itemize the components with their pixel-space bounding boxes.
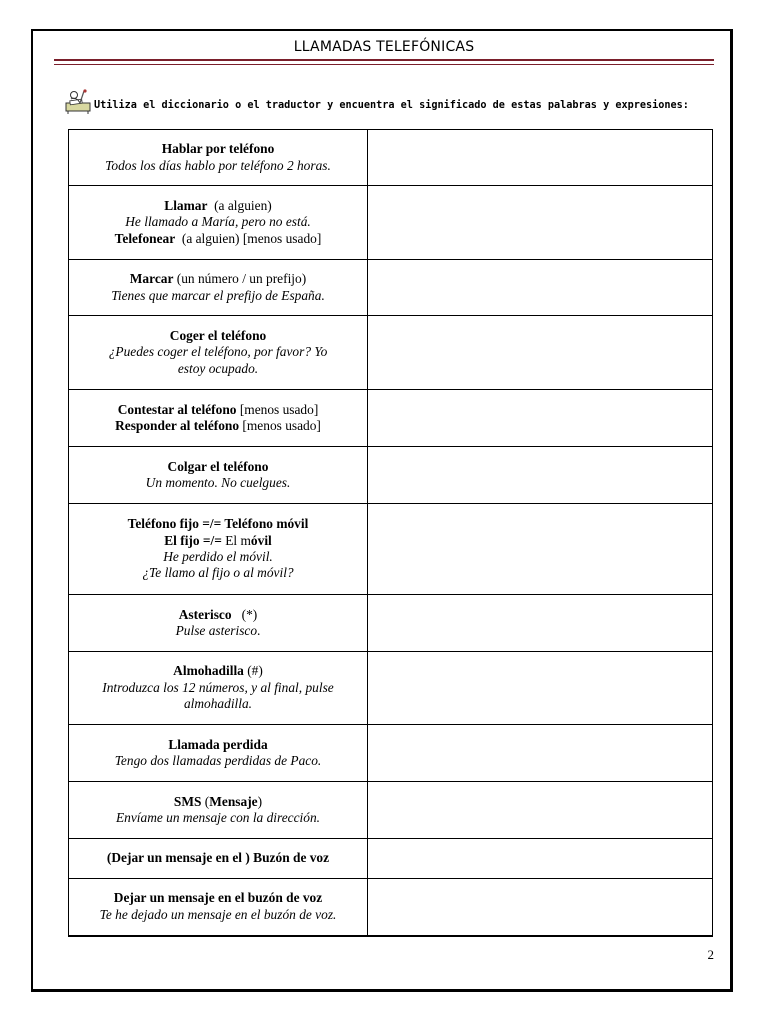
table-row <box>69 130 713 186</box>
term-cell <box>69 186 368 260</box>
table-row <box>69 839 713 879</box>
term-line <box>77 288 359 304</box>
answer-cell[interactable] <box>368 447 713 504</box>
term-text: Marcar <box>129 271 174 287</box>
instruction-text: Utiliza el diccionario o el traductor y encuentra el significado de estas palabras y expresiones: <box>94 100 689 111</box>
term-text: Coger el teléfono <box>169 327 267 343</box>
answer-cell[interactable] <box>368 879 713 936</box>
term-text: (#) <box>243 663 263 679</box>
term-line <box>77 328 359 344</box>
term-text: almohadilla. <box>183 696 253 712</box>
term-line <box>77 753 359 769</box>
term-text: El fijo =/= <box>164 532 226 548</box>
term-cell <box>69 879 368 936</box>
answer-cell[interactable] <box>368 316 713 390</box>
term-text: Introduzca los 12 números, y al final, pulse <box>102 679 334 695</box>
page-number: 2 <box>707 947 714 962</box>
term-text: óvil <box>250 532 272 548</box>
term-text: Colgar el teléfono <box>167 458 269 474</box>
term-text: Te he dejado un mensaje en el buzón de voz. <box>99 906 337 922</box>
table-row <box>69 725 713 782</box>
table-row <box>69 316 713 390</box>
instruction-line <box>64 88 714 114</box>
term-line <box>77 890 359 906</box>
term-line <box>77 737 359 753</box>
vocabulary-table <box>68 129 713 937</box>
answer-cell[interactable] <box>368 595 713 652</box>
table-row <box>69 652 713 725</box>
term-text: Tengo dos llamadas perdidas de Paco. <box>114 753 322 768</box>
term-line <box>77 475 359 491</box>
term-text: Teléfono fijo =/= Teléfono móvil <box>127 516 309 532</box>
term-text: Dejar un mensaje en el buzón de voz <box>113 890 323 906</box>
term-line <box>77 607 359 623</box>
term-text: (*) <box>231 606 258 622</box>
term-text: . <box>257 623 261 638</box>
answer-cell[interactable] <box>368 725 713 782</box>
term-line <box>77 680 359 696</box>
term-cell <box>69 130 368 186</box>
term-line <box>77 810 359 826</box>
answer-cell[interactable] <box>368 390 713 447</box>
answer-cell[interactable] <box>368 260 713 316</box>
term-line <box>77 663 359 679</box>
term-text: El m <box>225 532 251 548</box>
term-cell <box>69 839 368 879</box>
term-line <box>77 549 359 565</box>
term-line <box>77 565 359 581</box>
term-line <box>77 850 359 866</box>
table-row <box>69 504 713 595</box>
answer-cell[interactable] <box>368 782 713 839</box>
term-line <box>77 141 359 157</box>
answer-cell[interactable] <box>368 504 713 595</box>
term-cell <box>69 316 368 390</box>
term-text: (a alguien) <box>207 197 272 213</box>
term-cell <box>69 390 368 447</box>
term-text: SMS <box>173 793 202 809</box>
term-text: Llamada perdida <box>168 736 268 752</box>
term-text: Mensaje <box>209 793 258 809</box>
term-line <box>77 459 359 475</box>
term-text: He perdido el móvil. <box>163 549 273 564</box>
term-cell <box>69 595 368 652</box>
term-text: (Dejar un mensaje en el ) Buzón de voz <box>106 850 330 866</box>
term-text: He llamado a María, pero no está. <box>125 214 311 230</box>
term-text: estoy ocupado. <box>177 360 259 376</box>
term-line <box>77 623 359 639</box>
term-cell <box>69 725 368 782</box>
term-line <box>77 271 359 287</box>
term-text: Un momento. No cuelgues. <box>145 475 291 490</box>
answer-cell[interactable] <box>368 652 713 725</box>
term-line <box>77 158 359 174</box>
term-text: Pulse asterisco <box>175 623 258 638</box>
term-text: Almohadilla <box>173 663 244 679</box>
term-text: (a alguien) [menos usado] <box>175 230 322 246</box>
term-text: ( <box>201 793 210 809</box>
student-writing-icon <box>64 88 94 114</box>
term-cell <box>69 260 368 316</box>
term-text: Tienes que marcar el prefijo de España. <box>111 287 325 303</box>
term-text: Llamar <box>164 197 208 213</box>
term-line <box>77 696 359 712</box>
term-line <box>77 198 359 214</box>
term-text: (un número / un prefijo) <box>173 271 307 287</box>
term-line <box>77 794 359 810</box>
term-text: Envíame un mensaje con la dirección. <box>115 810 321 825</box>
term-text: Telefonear <box>114 230 176 246</box>
term-line <box>77 533 359 549</box>
term-line <box>77 418 359 434</box>
term-cell <box>69 504 368 595</box>
table-row <box>69 879 713 936</box>
term-line <box>77 231 359 247</box>
term-cell <box>69 652 368 725</box>
table-row <box>69 186 713 260</box>
term-line <box>77 344 359 360</box>
term-line <box>77 516 359 532</box>
term-line <box>77 402 359 418</box>
answer-cell[interactable] <box>368 839 713 879</box>
term-line <box>77 361 359 377</box>
term-text: Responder al teléfono <box>115 418 240 433</box>
table-row <box>69 260 713 316</box>
term-text: [menos usado] <box>236 401 319 417</box>
term-text: Hablar por teléfono <box>161 141 275 157</box>
term-line <box>77 214 359 230</box>
answer-cell[interactable] <box>368 186 713 260</box>
term-text: ¿Te llamo al fijo o al móvil? <box>142 565 294 581</box>
term-text: ¿Puedes coger el teléfono, por favor? Yo <box>108 344 328 360</box>
table-row <box>69 782 713 839</box>
term-cell <box>69 782 368 839</box>
term-text: ) <box>257 793 263 809</box>
term-text: Asterisco <box>178 606 232 622</box>
table-row <box>69 595 713 652</box>
table-row <box>69 447 713 504</box>
term-cell <box>69 447 368 504</box>
page-title: LLAMADAS TELEFÓNICAS <box>293 39 475 55</box>
term-text: Contestar al teléfono <box>117 401 237 417</box>
title-underline <box>54 59 714 65</box>
answer-cell[interactable] <box>368 130 713 186</box>
term-text: Todos los días hablo por teléfono 2 horas. <box>105 157 331 173</box>
term-line <box>77 907 359 923</box>
term-text: [menos usado] <box>239 418 321 433</box>
table-row <box>69 390 713 447</box>
